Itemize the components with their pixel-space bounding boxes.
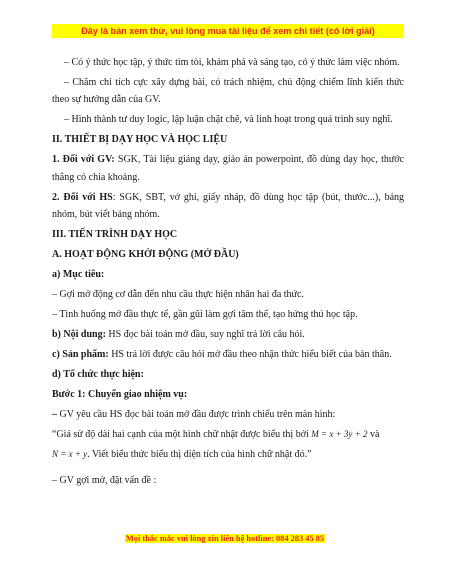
paragraph: – Gợi mở động cơ dẫn đến nhu cầu thực hiện nhân hai đa thức.	[52, 289, 304, 301]
dash: –	[52, 409, 60, 421]
label: c) Sản phẩm:	[52, 349, 109, 361]
text: GV yêu cầu HS đọc bài toán mở đầu được trình chiếu trên màn hình:	[59, 409, 336, 421]
paragraph	[52, 406, 404, 423]
text: “Giả sử độ dài hai cạnh của một hình chữ nhật được biểu thị bởi	[52, 429, 312, 441]
label: b) Nội dung:	[52, 329, 106, 341]
item-heading: a) Mục tiêu:	[52, 269, 105, 281]
paragraph	[52, 189, 404, 224]
text: HS đọc bài toán mở đầu, suy nghĩ trả lời câu hỏi.	[105, 329, 305, 341]
paragraph: – GV gợi mở, đặt vấn đề :	[52, 474, 157, 486]
text: . Viết biểu thức biểu thị diện tích của hình chữ nhật đó.”	[87, 449, 312, 461]
label: 1. Đối với GV:	[52, 154, 115, 166]
label: 2. Đối với HS	[52, 191, 113, 203]
paragraph: – Có ý thức học tập, ý thức tìm tòi, khám phá và sáng tạo, có ý thức làm việc nhóm.	[64, 57, 400, 68]
math-expression-n: N = x + y	[52, 449, 88, 460]
text: SGK, Tài liệu giảng dạy, giáo án powerpoint, đồ dùng dạy học, thước thẳng có chia khoảng.	[52, 154, 404, 183]
section-heading: II. THIẾT BỊ DẠY HỌC VÀ HỌC LIỆU	[52, 134, 228, 146]
item-heading: d) Tổ chức thực hiện:	[52, 369, 144, 381]
paragraph	[52, 426, 404, 443]
text: và	[367, 429, 380, 441]
text: HS trả lời được câu hỏi mở đầu theo nhận thức hiểu biết của bản thân.	[108, 349, 392, 361]
paragraph	[52, 346, 404, 363]
paragraph	[52, 446, 404, 463]
section-heading: III. TIẾN TRÌNH DẠY HỌC	[52, 229, 178, 241]
subsection-heading: A. HOẠT ĐỘNG KHỞI ĐỘNG (MỞ ĐẦU)	[52, 249, 239, 261]
paragraph	[52, 151, 404, 186]
step-heading: Bước 1: Chuyển giao nhiệm vụ:	[52, 389, 188, 401]
paragraph: – Chăm chỉ tích cực xây dựng bài, có trách nhiệm, chủ động chiếm lĩnh kiến thức theo sự hướng dẫn của GV.	[52, 77, 404, 106]
paragraph	[52, 326, 404, 343]
math-expression-m: M = x + 3y + 2	[311, 429, 368, 440]
paragraph: – Hình thành tư duy logic, lập luận chặt chẽ, và linh hoạt trong quá trình suy nghĩ.	[64, 114, 393, 126]
text: : SGK, SBT, vở ghi, giấy nháp, đồ dùng học tập (bút, thước...), bảng nhóm, bút viết bảng nhóm.	[52, 191, 405, 221]
paragraph: – Tình huống mở đầu thực tế, gần gũi làm gợi tâm thế, tạo hứng thú học tập.	[52, 309, 358, 321]
hotline-footer	[0, 534, 450, 543]
footer-text: Mọi thắc mắc vui lòng xin liên hệ hotline: 084 283 45 85	[125, 534, 325, 543]
document-body	[52, 54, 404, 492]
preview-banner: Đây là bản xem thử, vui lòng mua tài liệu để xem chi tiết (có lời giải)	[52, 24, 404, 38]
